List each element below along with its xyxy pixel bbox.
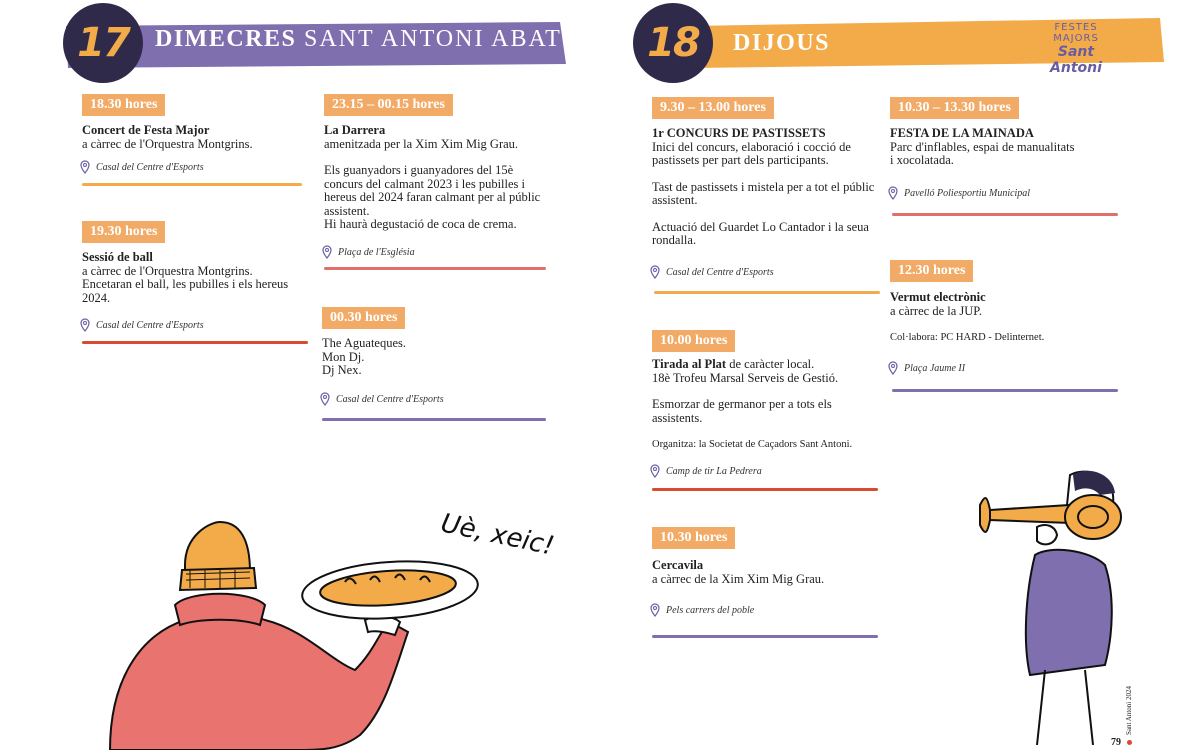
event-time: 00.30 hores (322, 307, 405, 329)
divider-line (892, 389, 1118, 392)
event-title: Sessió de ball (82, 250, 153, 264)
left-day-number: 17 (63, 3, 143, 83)
event-note: Organitza: la Societat de Caçadors Sant Antoni. (652, 439, 853, 450)
location-text: Pavelló Poliesportiu Municipal (904, 187, 1031, 199)
event-time: 19.30 hores (82, 221, 165, 243)
location-text: Pels carrers del poble (666, 604, 755, 616)
location-pin-icon (320, 392, 330, 406)
page-number: 79 (1111, 737, 1121, 748)
event-details (82, 251, 312, 305)
location-text: Plaça Jaume II (904, 362, 966, 374)
location-text: Casal del Centre d'Esports (96, 161, 204, 173)
trumpet-player-illustration (975, 465, 1125, 745)
event-details (324, 124, 549, 232)
event-title: FESTA DE LA MAINADA (890, 126, 1034, 140)
location-pin-icon (322, 245, 332, 259)
location-pin-icon (888, 186, 898, 200)
event-location (322, 245, 415, 259)
event-time: 10.30 – 13.30 hores (890, 97, 1019, 119)
location-pin-icon (80, 318, 90, 332)
event-details (890, 291, 1120, 345)
vertical-footer-text: Sant Antoni 2024 (1125, 685, 1133, 735)
event-title: La Darrera (324, 123, 386, 137)
right-day-name: DIJOUS (733, 30, 831, 56)
event-line: Dj Nex. (322, 363, 362, 377)
event-time: 9.30 – 13.00 hores (652, 97, 774, 119)
event-time: 23.15 – 00.15 hores (324, 94, 453, 116)
event-location (650, 464, 762, 478)
location-pin-icon (650, 603, 660, 617)
festival-logo (1030, 22, 1122, 76)
left-day-name: DIMECRES (155, 26, 297, 52)
location-text: Casal del Centre d'Esports (666, 266, 774, 278)
divider-line (652, 635, 878, 638)
logo-top-text: FESTES MAJORS (1053, 22, 1099, 44)
location-text: Plaça de l'Església (338, 246, 415, 258)
divider-line (654, 291, 880, 294)
location-text: Camp de tir La Pedrera (666, 465, 762, 477)
event-location (650, 265, 774, 279)
event-location (888, 361, 965, 375)
event-line: Encetaran el ball, les pubilles i els hereus 2024. (82, 277, 289, 305)
hand-lettered-text: Uè, xeic! (438, 508, 557, 562)
event-details (652, 358, 880, 452)
event-line: a càrrec de l'Orquestra Montgrins. (82, 136, 253, 151)
event-details (652, 127, 880, 248)
location-pin-icon (80, 160, 90, 174)
event-details (890, 127, 1120, 168)
location-pin-icon (888, 361, 898, 375)
event-location (650, 603, 754, 617)
event-paragraph: Esmorzar de germanor per a tots els assistents. (652, 397, 832, 425)
left-day-subtitle: SANT ANTONI ABAT (304, 26, 562, 52)
event-note: Col·labora: PC HARD - Delinternet. (890, 332, 1045, 343)
event-paragraph: Inici del concurs, elaboració i cocció de pastissets per part dels participants. (652, 139, 851, 167)
divider-line (82, 341, 308, 344)
event-line: a càrrec de la Xim Xim Mig Grau. (652, 571, 825, 586)
event-line: a càrrec de la JUP. (890, 303, 982, 318)
location-pin-icon (650, 464, 660, 478)
divider-line (324, 267, 546, 270)
event-line: The Aguateques. (322, 336, 407, 350)
divider-line (652, 488, 878, 491)
event-line: amenitzada per la Xim Xim Mig Grau. (324, 136, 519, 151)
event-title: 1r CONCURS DE PASTISSETS (652, 126, 826, 140)
event-details (652, 559, 880, 586)
event-details (322, 337, 547, 378)
divider-line (82, 183, 302, 186)
event-time: 10.00 hores (652, 330, 735, 352)
event-location (320, 392, 444, 406)
logo-bottom-text: Sant Antoni (1050, 44, 1102, 76)
event-time: 10.30 hores (652, 527, 735, 549)
location-pin-icon (650, 265, 660, 279)
event-paragraph: Actuació del Guardet Lo Cantador i la seua rondalla. (652, 219, 869, 247)
event-details (82, 124, 307, 151)
location-text: Casal del Centre d'Esports (336, 393, 444, 405)
event-paragraph: Els guanyadors i guanyadores del 15è concurs del calmant 2023 i les pubilles i hereus del 2024 faran calmant per al públic assistent. (324, 163, 541, 218)
location-text: Casal del Centre d'Esports (96, 319, 204, 331)
event-title-rest: de caràcter local. (726, 357, 815, 371)
event-line: 18è Trofeu Marsal Serveis de Gestió. (652, 370, 839, 385)
divider-line (322, 418, 546, 421)
event-title: Concert de Festa Major (82, 123, 210, 137)
event-line: a càrrec de l'Orquestra Montgrins. (82, 263, 253, 278)
event-line: Mon Dj. (322, 349, 365, 364)
event-paragraph: Hi haurà degustació de coca de crema. (324, 217, 517, 231)
event-location (80, 318, 204, 332)
event-title: Tirada al Plat (652, 357, 727, 371)
event-time: 18.30 hores (82, 94, 165, 116)
footer-dot (1127, 740, 1132, 745)
event-time: 12.30 hores (890, 260, 973, 282)
event-location (80, 160, 204, 174)
event-line: Parc d'inflables, espai de manualitats i xocolatada. (890, 139, 1075, 167)
event-title: Vermut electrònic (890, 290, 986, 304)
event-title: Cercavila (652, 558, 704, 572)
event-paragraph: Tast de pastissets i mistela per a tot el públic assistent. (652, 179, 875, 207)
event-location (888, 186, 1030, 200)
right-day-number: 18 (633, 3, 713, 83)
divider-line (892, 213, 1118, 216)
